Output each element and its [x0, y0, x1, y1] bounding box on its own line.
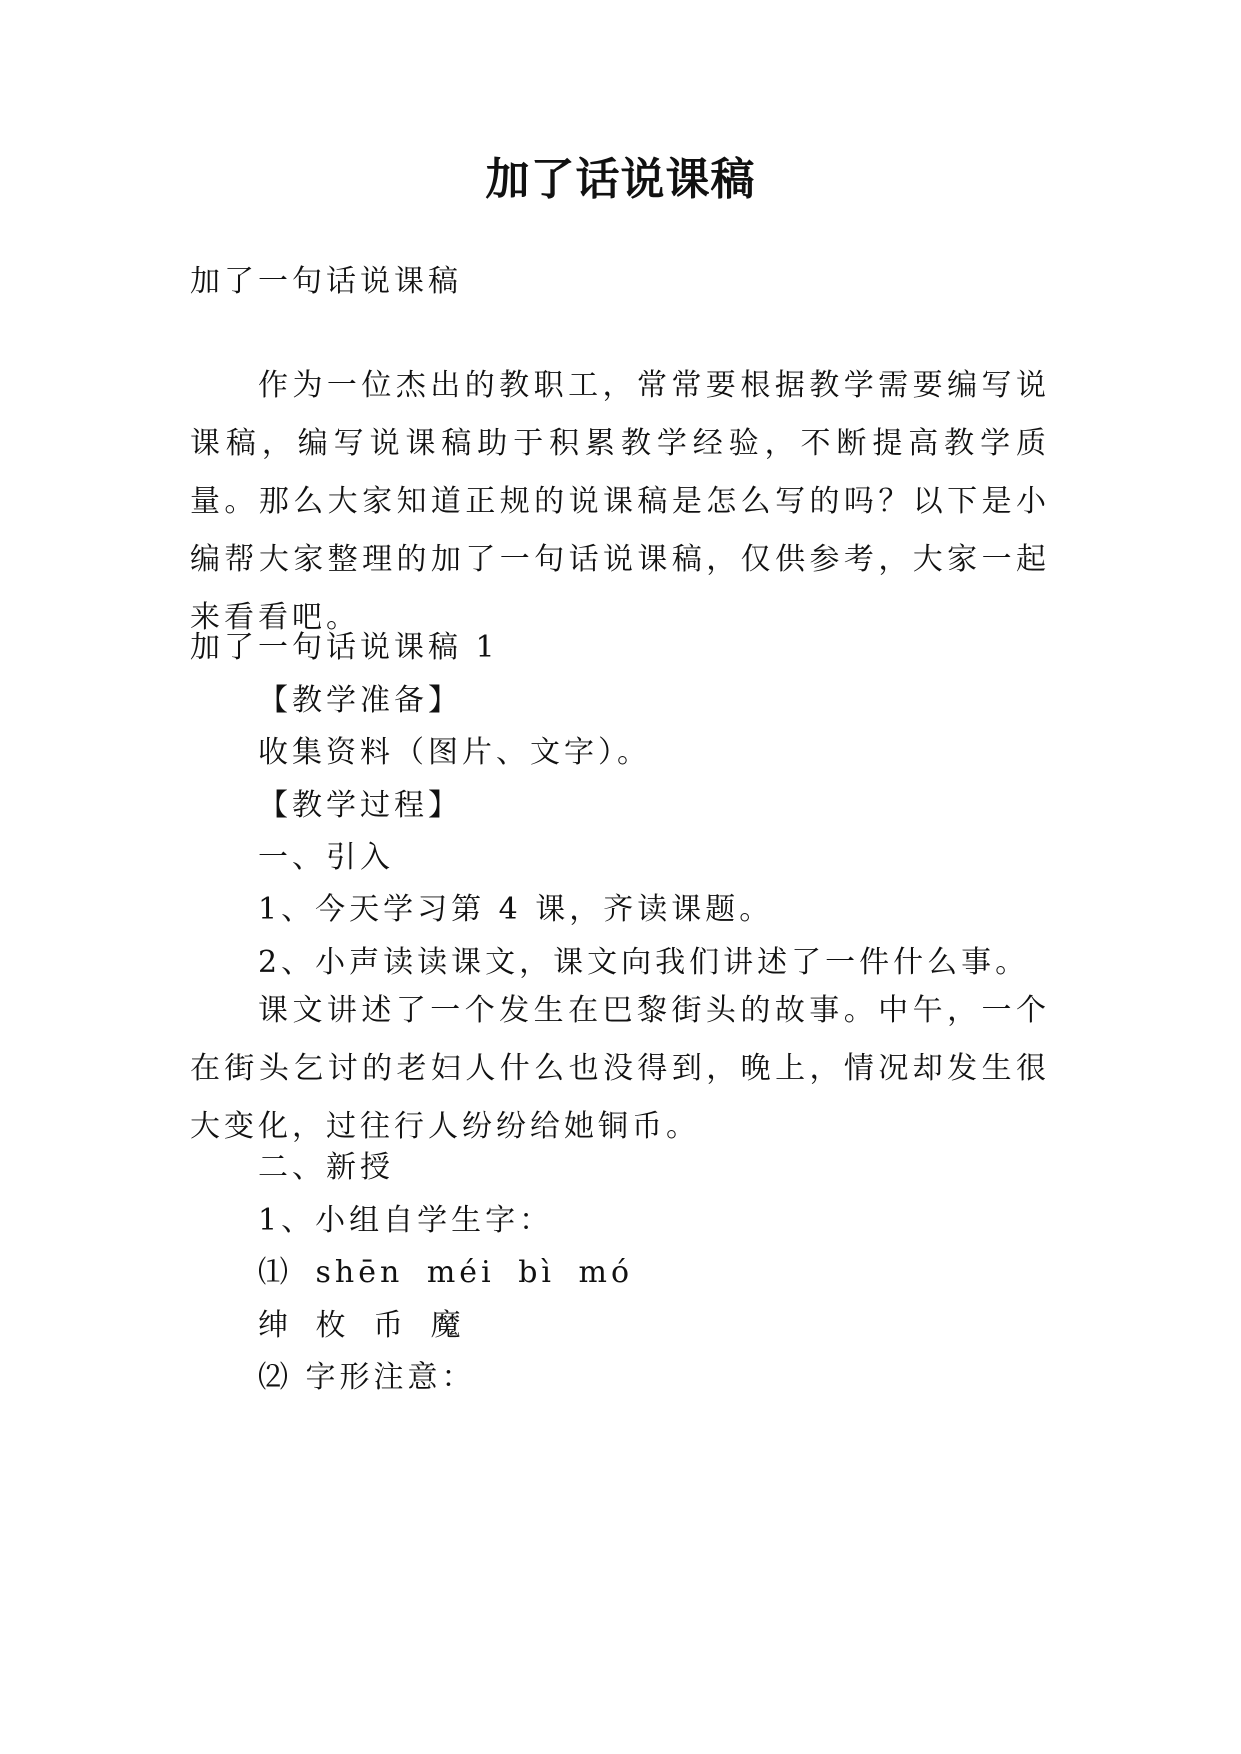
teaching-process-heading: 【教学过程】 [258, 788, 462, 823]
instruction-step-1: 1、今天学习第 4 课，齐读课题。 [258, 892, 774, 927]
introduction-heading: 一、引入 [258, 840, 394, 875]
instruction-step-2: 2、小声读读课文，课文向我们讲述了一件什么事。 [258, 945, 1030, 980]
character-form-note: ⑵ 字形注意： [258, 1360, 476, 1395]
new-lesson-heading: 二、新授 [258, 1150, 394, 1185]
document-subtitle: 加了一句话说课稿 [190, 264, 462, 299]
self-study-instruction: 1、小组自学生字： [258, 1203, 554, 1238]
intro-paragraph: 作为一位杰出的教职工，常常要根据教学需要编写说课稿，编写说课稿助于积累教学经验，不断提高教学质量。那么大家知道正规的说课稿是怎么写的吗？以下是小编帮大家整理的加了一句话说课稿，仅供参考，大家一起来看看吧。 [190, 368, 1050, 635]
story-paragraph: 课文讲述了一个发生在巴黎街头的故事。中午，一个在街头乞讨的老妇人什么也没得到，晚上，情况却发生很大变化，过往行人纷纷给她铜币。 [190, 993, 1050, 1144]
document-title: 加了话说课稿 [485, 154, 756, 205]
materials-text: 收集资料（图片、文字）。 [258, 735, 651, 770]
characters-line: 绅 枚 币 魔 [258, 1308, 465, 1343]
section-heading: 加了一句话说课稿 1 [190, 630, 499, 665]
pinyin-line: ⑴ shēn méi bì mó [258, 1255, 634, 1290]
teaching-preparation-heading: 【教学准备】 [258, 683, 462, 718]
